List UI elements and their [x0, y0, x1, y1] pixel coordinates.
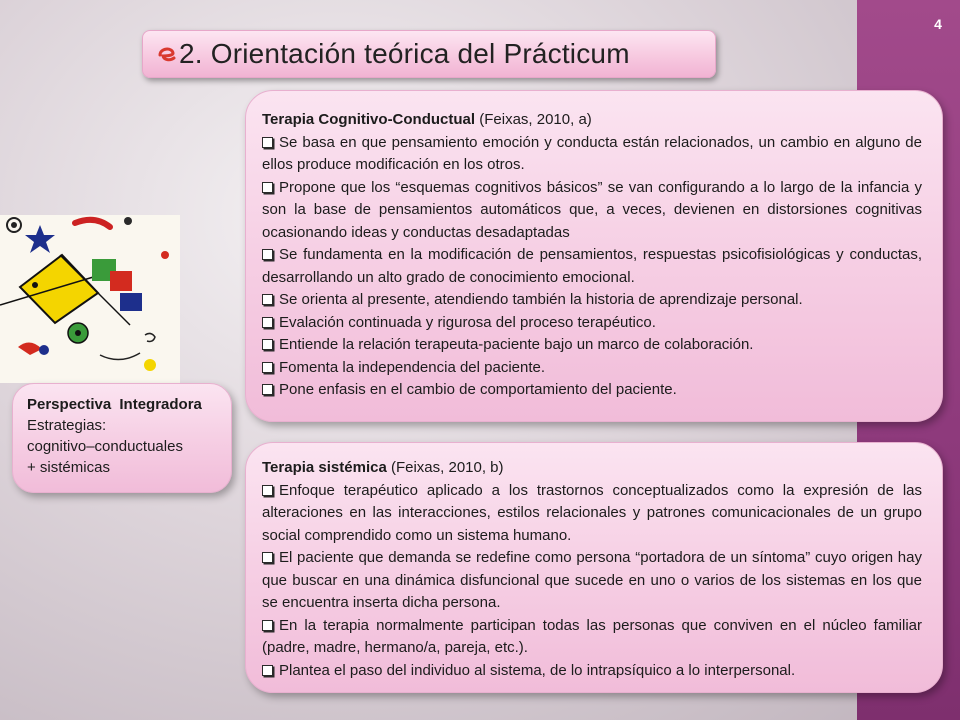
bullet-text: Fomenta la independencia del paciente. — [279, 358, 546, 376]
bullet-text: El paciente que demanda se redefine como persona “portadora de un síntoma” cuyo origen hay que buscar en una dinámica disfuncional que sucede en uno o varios de los sistemas en los que se encuentra inserta dicha persona. — [262, 549, 922, 611]
systemic-heading-title: Terapia sistémica — [262, 459, 387, 476]
checkbox-bullet-icon — [262, 620, 273, 631]
systemic-heading — [262, 457, 922, 480]
systemic-content — [262, 457, 922, 682]
title-box — [142, 30, 716, 78]
perspective-content — [27, 394, 223, 478]
list-item — [262, 312, 922, 335]
tcc-heading-ref: (Feixas, 2010, a) — [475, 111, 592, 128]
bullet-text: Se orienta al presente, atendiendo también la historia de aprendizaje personal. — [279, 291, 803, 308]
systemic-heading-ref: (Feixas, 2010, b) — [386, 459, 504, 476]
list-item — [262, 615, 922, 660]
perspective-line: Estrategias: — [27, 417, 107, 434]
list-item — [262, 132, 922, 177]
checkbox-bullet-icon — [262, 317, 273, 328]
tcc-box — [245, 90, 943, 422]
bullet-text: Se basa en que pensamiento emoción y conducta están relacionados, un cambio en alguno de ellos produce modificación en los otros. — [262, 133, 922, 173]
checkbox-bullet-icon — [262, 552, 273, 563]
list-item — [262, 334, 922, 357]
systemic-box — [245, 442, 943, 693]
bullet-text: En la terapia normalmente participan todas las personas que conviven en el núcleo familiar (padre, madre, hermano/a, pareja, etc.). — [262, 616, 922, 656]
systemic-bullet-list — [262, 480, 922, 683]
checkbox-bullet-icon — [262, 249, 273, 260]
tcc-heading-title: Terapia Cognitivo-Conductual — [262, 111, 476, 128]
list-item — [262, 357, 922, 380]
abstract-painting-image — [0, 215, 180, 383]
list-item — [262, 379, 922, 402]
checkbox-bullet-icon — [262, 339, 273, 350]
checkbox-bullet-icon — [262, 294, 273, 305]
slide-number: 4 — [934, 16, 942, 32]
checkbox-bullet-icon — [262, 485, 273, 496]
list-item — [262, 289, 922, 312]
checkbox-bullet-icon — [262, 137, 273, 148]
tcc-bullet-list — [262, 132, 922, 402]
painting-drawing — [0, 215, 180, 383]
bullet-text: Entiende la relación terapeuta-paciente bajo un marco de colaboración. — [279, 336, 754, 353]
checkbox-bullet-icon — [262, 384, 273, 395]
tcc-heading — [262, 109, 922, 132]
perspective-box — [12, 383, 232, 493]
perspective-line: + sistémicas — [27, 459, 110, 476]
page-title: 2. Orientación teórica del Prácticum — [179, 38, 630, 69]
perspective-line: cognitivo–conductuales — [27, 438, 183, 455]
perspective-heading: Perspectiva Integradora — [27, 396, 202, 413]
list-item — [262, 547, 922, 615]
tcc-content — [262, 109, 922, 402]
checkbox-bullet-icon — [262, 665, 273, 676]
bullet-text: Se fundamenta en la modificación de pensamientos, respuestas psicofisiológicas y conductas, desarrollando un alto grado de conocimiento emocional. — [262, 246, 922, 286]
bullet-text: Evalación continuada y rigurosa del proceso terapéutico. — [279, 313, 656, 331]
spiral-e-icon — [155, 42, 179, 66]
bullet-text: Enfoque terapéutico aplicado a los trastornos conceptualizados como la expresión de las alteraciones en las interacciones, estilos relacionales y patrones comunicacionales de un grupo social comprendido como un sistema humano. — [262, 481, 922, 544]
list-item — [262, 177, 922, 245]
bullet-text: Pone enfasis en el cambio de comportamiento del paciente. — [279, 381, 677, 398]
checkbox-bullet-icon — [262, 362, 273, 373]
checkbox-bullet-icon — [262, 182, 273, 193]
bullet-text: Plantea el paso del individuo al sistema, de lo intrapsíquico a lo interpersonal. — [279, 661, 796, 679]
bullet-text: Propone que los “esquemas cognitivos básicos” se van configurando a lo largo de la infancia y son la base de pensamientos automáticos que, a veces, devienen en distorsiones cognitivas ocasionando ideas y conductas desadaptadas — [262, 178, 922, 241]
list-item — [262, 244, 922, 289]
list-item — [262, 480, 922, 548]
list-item — [262, 660, 922, 683]
